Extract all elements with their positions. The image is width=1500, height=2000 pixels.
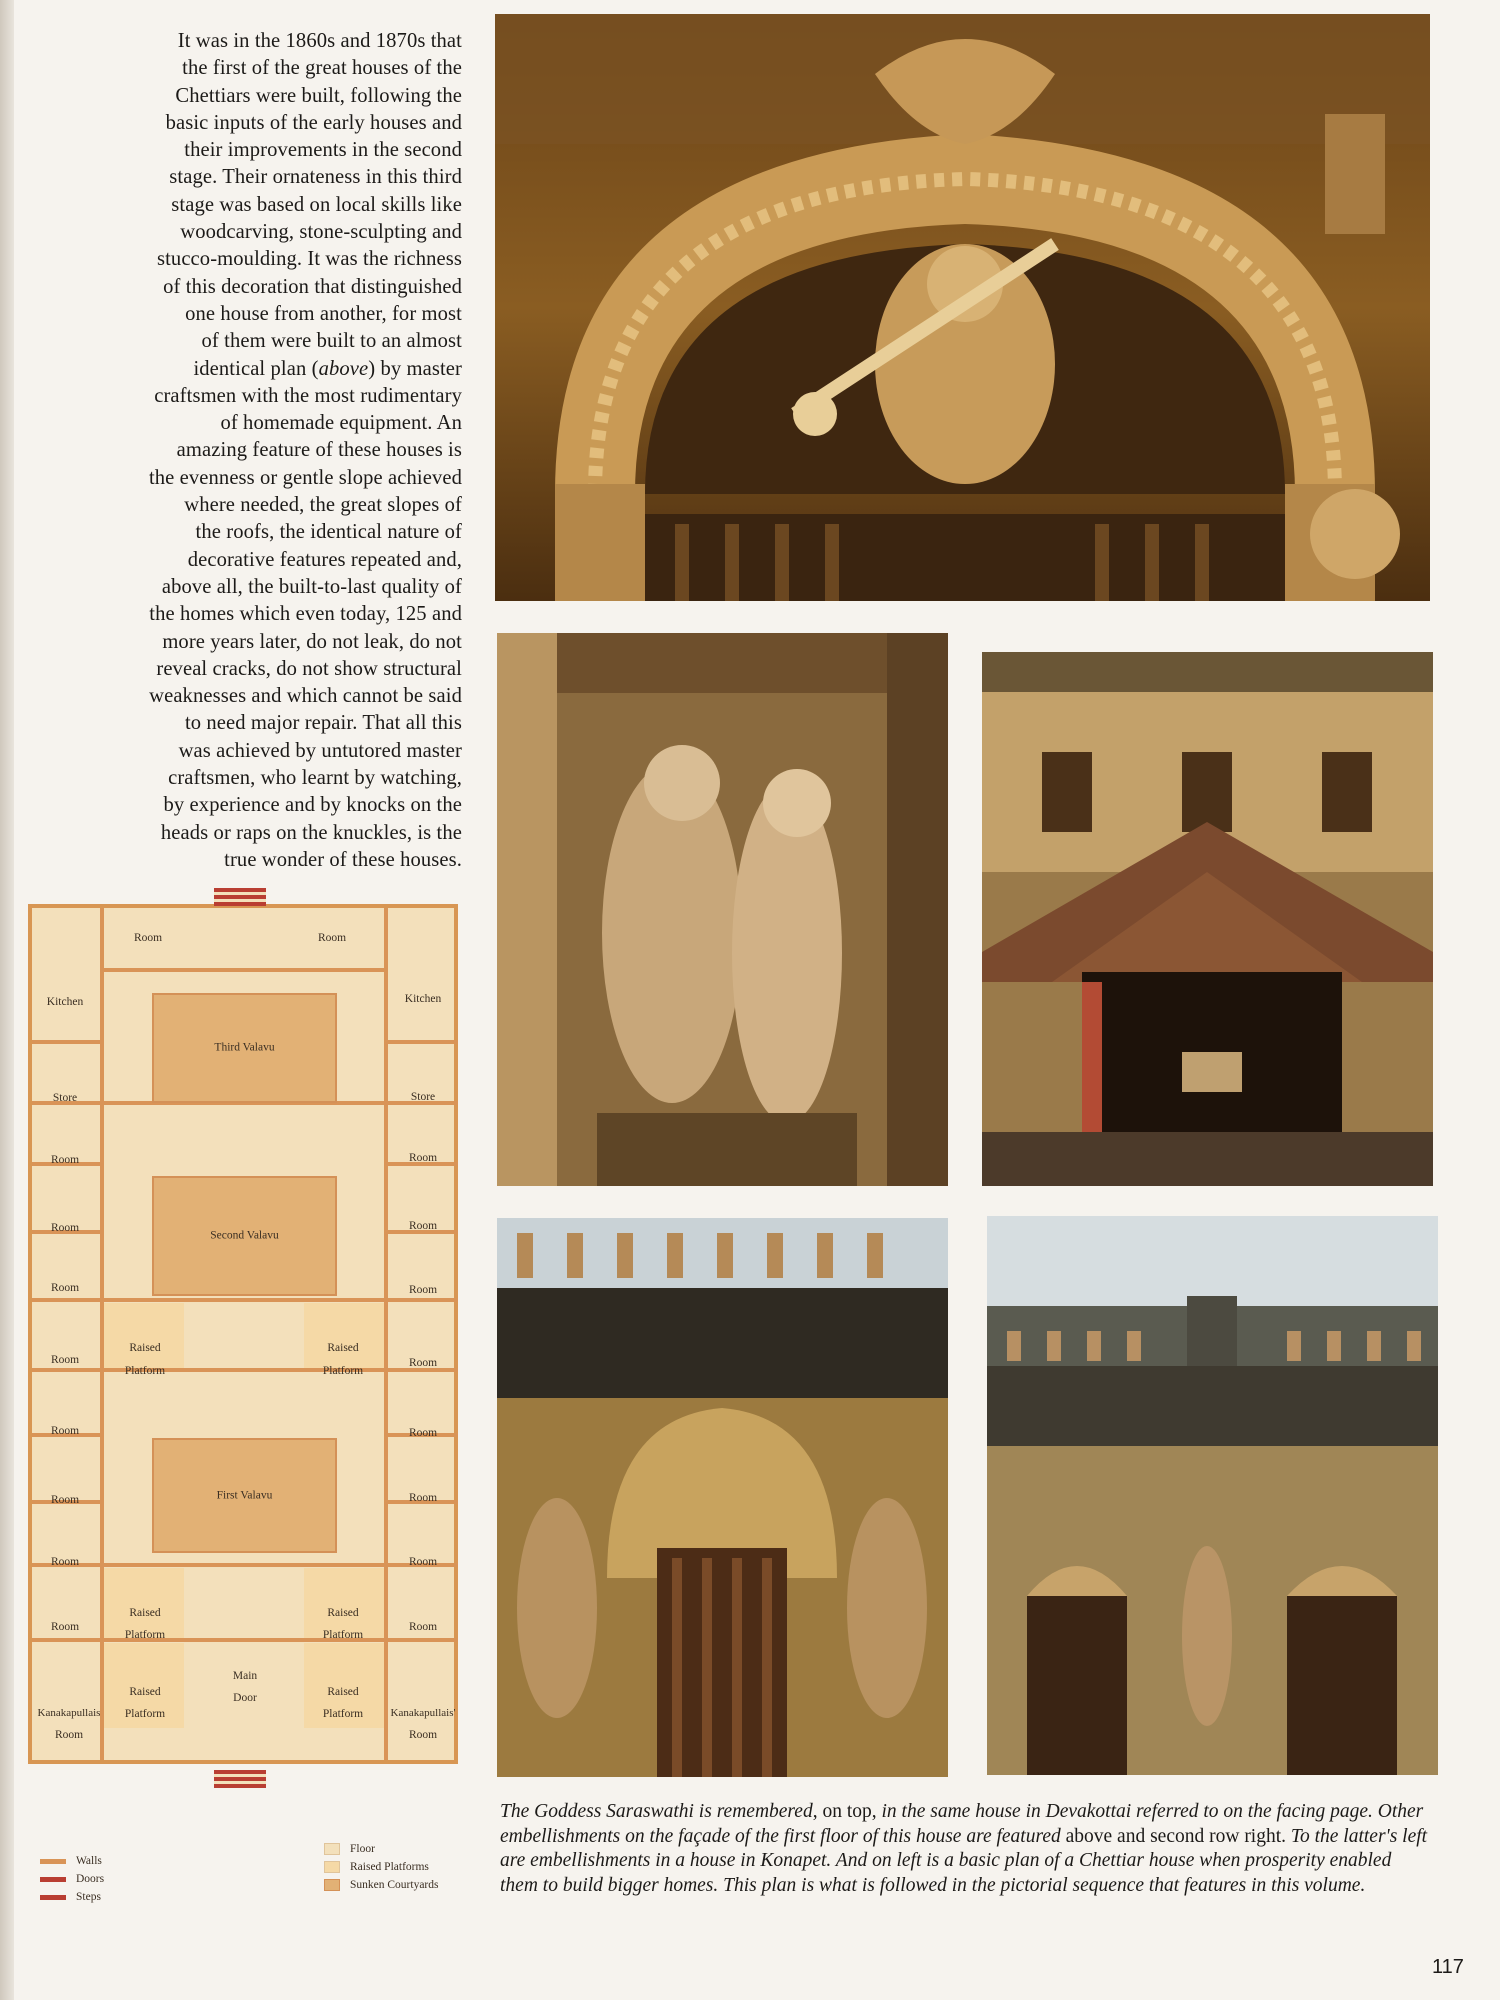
doors-swatch: [40, 1877, 66, 1882]
room-label: Room: [408, 1220, 438, 1232]
store-label: Store: [410, 1091, 436, 1103]
main-label: Main: [232, 1670, 258, 1682]
courtyard-first-valavu: [152, 1438, 337, 1553]
plan-wall: [104, 968, 384, 972]
room-label: Room: [317, 932, 347, 944]
floor-swatch: [324, 1843, 340, 1855]
room-label: Room: [50, 1222, 80, 1234]
door-label: Door: [233, 1692, 257, 1704]
steps-top: [214, 888, 266, 906]
plan-wall: [388, 1040, 458, 1044]
room-label: Room: [50, 1494, 80, 1506]
courtyard-label: Third Valavu: [214, 1041, 275, 1054]
room-label: Room: [50, 1354, 80, 1366]
page-number: 117: [1432, 1956, 1464, 1978]
room-label: Room: [408, 1427, 438, 1439]
room-label: Room: [408, 1556, 438, 1568]
platform-label: Platform: [124, 1365, 166, 1377]
room-label: Room: [408, 1357, 438, 1369]
raised-label: Raised: [327, 1686, 359, 1698]
raised-label: Raised: [129, 1342, 161, 1354]
platform-label: Platform: [322, 1629, 364, 1641]
platform-label: Platform: [322, 1708, 364, 1720]
raised-platform: [104, 1303, 184, 1368]
page-gutter: [0, 0, 14, 2000]
raised-platforms-swatch: [324, 1861, 340, 1873]
kanakapullais-room-label: Kanakapullais': [390, 1707, 456, 1719]
photo-sculpted-figures: [497, 633, 948, 1186]
courtyard-label: First Valavu: [216, 1489, 273, 1501]
kitchen-label: Kitchen: [404, 993, 442, 1005]
room-label: Room: [50, 1425, 80, 1437]
room-label: Room: [50, 1154, 80, 1166]
walls-swatch: [40, 1859, 66, 1864]
steps-swatch: [40, 1895, 66, 1900]
platform-label: Platform: [124, 1629, 166, 1641]
room-label: Room: [50, 1621, 80, 1633]
room-label: Room: [408, 1152, 438, 1164]
room-label: Room: [133, 932, 163, 944]
body-paragraph: It was in the 1860s and 1870s that the first of the great houses of the Chettiars were built, following the basic inputs of the early houses and their improvements in the second stage. Their ornateness in this third stage was based on local skills like woodcarving, stone-sculpting and stucco-moulding. It was the richness of this decoration that distinguished one house from another, for most of them were built to an almost identical plan (above) by master craftsmen with the most rudimentary of homemade equipment. An amazing feature of these houses is the evenness or gentle slope achieved where needed, the great slopes of the roofs, the identical nature of decorative features repeated and, above all, the built-to-last quality of the homes which even today, 125 and more years later, do not leak, do not reveal cracks, do not show structural weaknesses and which cannot be said to need major repair. That all this was achieved by untutored master craftsmen, who learnt by watching, by experience and by knocks on the heads or raps on the knuckles, is the true wonder of these houses.: [148, 30, 462, 871]
raised-label: Raised: [129, 1607, 161, 1619]
room-label: Room: [408, 1492, 438, 1504]
sunken-courtyards-swatch: [324, 1879, 340, 1891]
raised-label: Raised: [327, 1342, 359, 1354]
courtyard-third-valavu: [152, 993, 337, 1103]
photo-entrance-porch: [982, 652, 1433, 1186]
platform-label: Platform: [322, 1365, 364, 1377]
room-label: Room: [408, 1284, 438, 1296]
platform-label: Platform: [124, 1708, 166, 1720]
raised-label: Raised: [327, 1607, 359, 1619]
photo-caption: The Goddess Saraswathi is remembered, on top, in the same house in Devakottai referred to on the facing page. Other embellishments on the façade of the first floor of this house are featured above and second row right. To the latter's left are embellishments in a house in Konapet. And on left is a basic plan of a Chettiar house when prosperity enabled them to build bigger homes. This plan is what is followed in the pictorial sequence that features in this volume.: [500, 1801, 1428, 1896]
kanakapullais-room-label: Kanakapullais: [37, 1707, 101, 1719]
room-label: Room: [408, 1729, 438, 1741]
photo-saraswathi-arch: [495, 14, 1430, 601]
plan-wall: [32, 1040, 100, 1044]
floor-plan: [28, 904, 458, 1764]
plan-wall: [384, 908, 388, 1760]
courtyard-second-valavu: [152, 1176, 337, 1296]
kitchen-label: Kitchen: [46, 996, 84, 1008]
steps-bottom: [214, 1770, 266, 1788]
room-label: Room: [408, 1621, 438, 1633]
plan-wall: [32, 1638, 458, 1642]
photo-ornate-doorway: [497, 1218, 948, 1777]
raised-platform: [304, 1303, 384, 1368]
photo-facade-windows: [987, 1216, 1438, 1775]
courtyard-label: Second Valavu: [210, 1229, 279, 1242]
store-label: Store: [52, 1092, 78, 1104]
room-label: Room: [54, 1729, 84, 1741]
legend-lines: Walls Doors Steps: [40, 1852, 104, 1906]
room-label: Room: [50, 1556, 80, 1568]
legend-areas: Floor Raised Platforms Sunken Courtyards: [324, 1840, 438, 1894]
room-label: Room: [50, 1282, 80, 1294]
raised-label: Raised: [129, 1686, 161, 1698]
